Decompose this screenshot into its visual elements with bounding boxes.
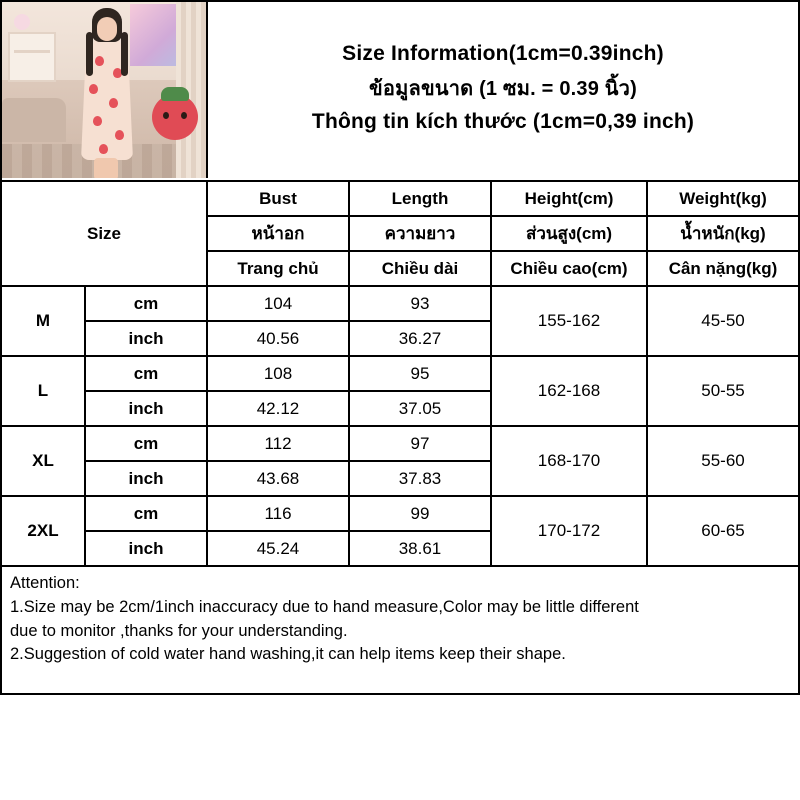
l-length-inch: 37.05 [349, 391, 491, 426]
header-bust-vi: Trang chủ [207, 251, 349, 286]
title-block [208, 2, 798, 180]
header-length-th: ความยาว [349, 216, 491, 251]
m-length-cm: 93 [349, 286, 491, 321]
header-height-th: ส่วนสูง(cm) [491, 216, 647, 251]
header-bust-th: หน้าอก [207, 216, 349, 251]
l-bust-inch: 42.12 [207, 391, 349, 426]
unit-cm: cm [85, 426, 207, 461]
unit-inch: inch [85, 391, 207, 426]
2xl-weight: 60-65 [647, 496, 799, 566]
attention-line-2: due to monitor ,thanks for your understanding. [10, 621, 348, 640]
m-bust-inch: 40.56 [207, 321, 349, 356]
title-thai: ข้อมูลขนาด (1 ซม. = 0.39 นิ้ว) [369, 78, 637, 100]
header-weight-vi: Cân nặng(kg) [647, 251, 799, 286]
2xl-height: 170-172 [491, 496, 647, 566]
row-size-l: L [1, 356, 85, 426]
photo-shelf [8, 32, 56, 82]
xl-weight: 55-60 [647, 426, 799, 496]
m-bust-cm: 104 [207, 286, 349, 321]
photo-braid-right [121, 32, 128, 76]
header-height-vi: Chiều cao(cm) [491, 251, 647, 286]
xl-bust-cm: 112 [207, 426, 349, 461]
m-weight: 45-50 [647, 286, 799, 356]
table-row [1, 496, 799, 531]
header-length-en: Length [349, 181, 491, 216]
table-row [1, 356, 799, 391]
attention-block [0, 567, 800, 695]
m-length-inch: 36.27 [349, 321, 491, 356]
2xl-bust-inch: 45.24 [207, 531, 349, 566]
photo-plush-toy [152, 94, 198, 140]
header-weight-en: Weight(kg) [647, 181, 799, 216]
table-row [1, 426, 799, 461]
table-row [1, 286, 799, 321]
xl-bust-inch: 43.68 [207, 461, 349, 496]
photo-lamp [14, 14, 30, 30]
xl-length-inch: 37.83 [349, 461, 491, 496]
header-size-label: Size [1, 181, 207, 286]
photo-model [76, 8, 138, 178]
photo-sofa [2, 98, 66, 142]
header-length-vi: Chiều dài [349, 251, 491, 286]
attention-line-1: 1.Size may be 2cm/1inch inaccuracy due to hand measure,Color may be little different [10, 597, 639, 616]
unit-inch: inch [85, 461, 207, 496]
2xl-length-cm: 99 [349, 496, 491, 531]
size-table [0, 180, 800, 567]
xl-length-cm: 97 [349, 426, 491, 461]
row-size-xl: XL [1, 426, 85, 496]
unit-cm: cm [85, 356, 207, 391]
header-block [0, 0, 800, 180]
unit-cm: cm [85, 496, 207, 531]
header-weight-th: น้ำหนัก(kg) [647, 216, 799, 251]
attention-heading: Attention: [10, 574, 80, 592]
header-bust-en: Bust [207, 181, 349, 216]
l-bust-cm: 108 [207, 356, 349, 391]
row-size-m: M [1, 286, 85, 356]
2xl-bust-cm: 116 [207, 496, 349, 531]
photo-legs [94, 158, 118, 178]
attention-line-3: 2.Suggestion of cold water hand washing,it can help items keep their shape. [10, 645, 566, 664]
row-size-2xl: 2XL [1, 496, 85, 566]
m-height: 155-162 [491, 286, 647, 356]
product-photo [2, 2, 208, 178]
photo-face [97, 17, 117, 41]
title-vietnamese: Thông tin kích thước (1cm=0,39 inch) [311, 110, 695, 133]
header-height-en: Height(cm) [491, 181, 647, 216]
2xl-length-inch: 38.61 [349, 531, 491, 566]
title-english: Size Information(1cm=0.39inch) [342, 42, 664, 65]
l-weight: 50-55 [647, 356, 799, 426]
table-header-row-en [1, 181, 799, 216]
xl-height: 168-170 [491, 426, 647, 496]
unit-cm: cm [85, 286, 207, 321]
unit-inch: inch [85, 531, 207, 566]
photo-braid-left [86, 32, 93, 76]
l-height: 162-168 [491, 356, 647, 426]
unit-inch: inch [85, 321, 207, 356]
l-length-cm: 95 [349, 356, 491, 391]
